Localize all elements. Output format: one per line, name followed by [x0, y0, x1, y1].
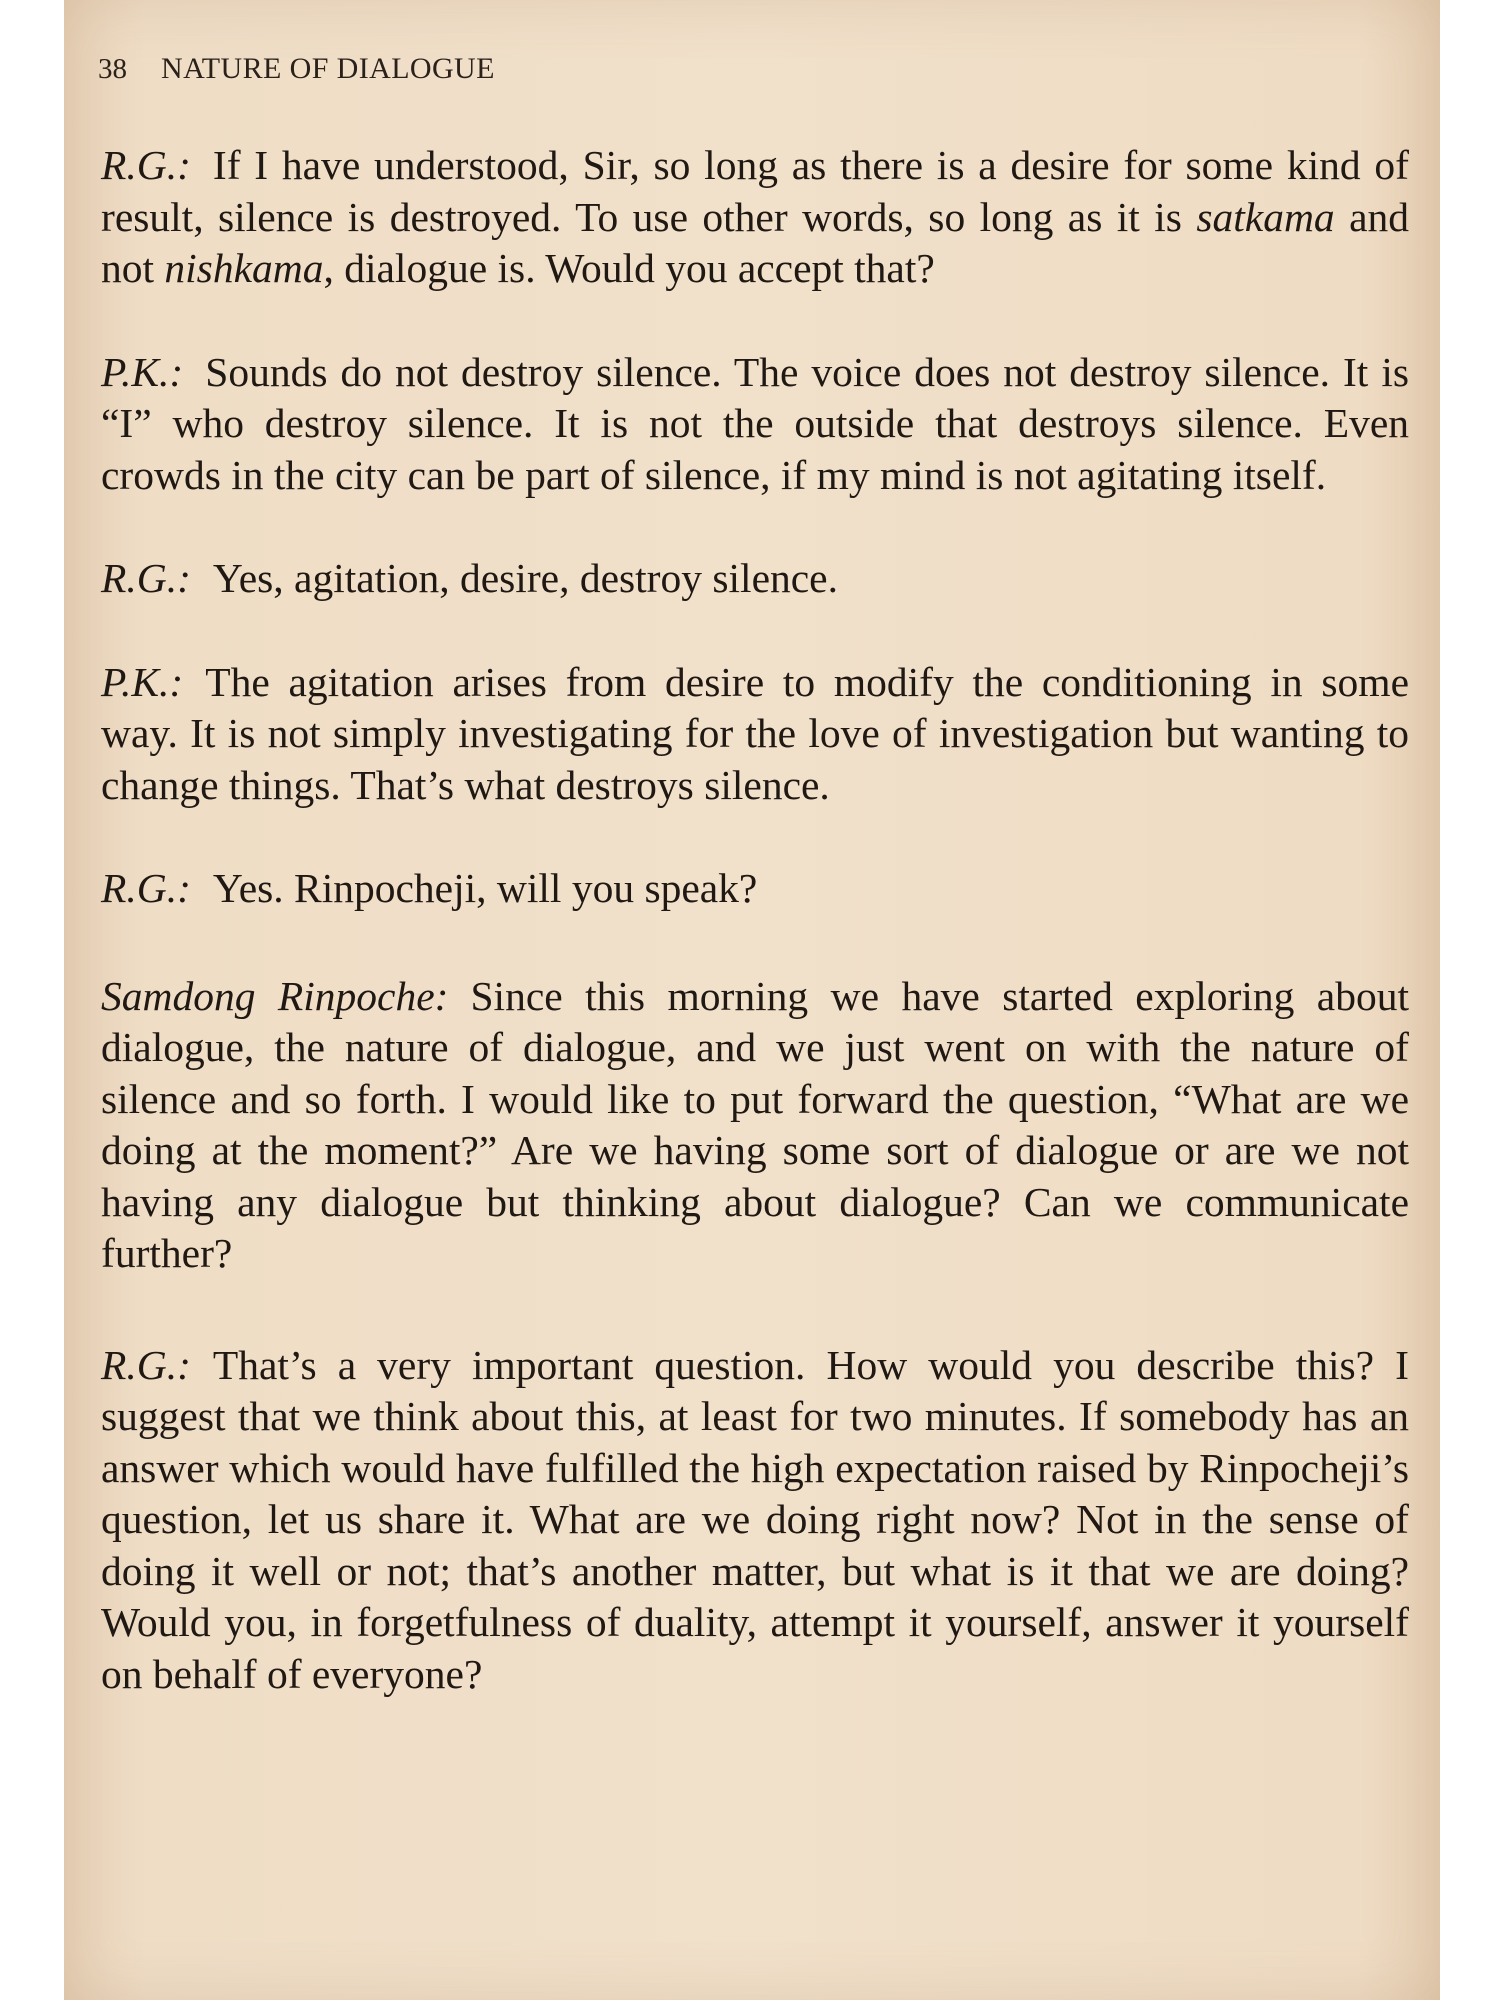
paragraph-samdong-rinpoche — [101, 971, 1409, 1280]
running-head: NATURE OF DIALOGUE — [161, 52, 495, 85]
page-header — [98, 52, 495, 92]
paragraph-text: and not — [101, 193, 1409, 291]
speaker-label: P.K.: — [101, 658, 184, 705]
paragraph-rg-2 — [101, 553, 1409, 605]
dialogue-text — [101, 140, 1409, 1700]
paragraph-text: That’s a very important question. How would you describe this? I suggest that we think about this, at least for two minutes. If somebody has an answer which would have fulfilled the high expectation raised by Rinpocheji’s question, let us share it. What are we doing right now? Not in the sense of doing it well or not; that’s another matter, but what is it that we are doing? Would you, in forgetfulness of duality, attempt it yourself, answer it yourself on behalf of everyone? — [101, 1341, 1409, 1697]
speaker-label: R.G.: — [101, 865, 191, 911]
speaker-label: Samdong Rinpoche: — [101, 972, 449, 1019]
speaker-label: R.G.: — [101, 555, 191, 601]
paragraph-rg-4 — [101, 1340, 1409, 1701]
paragraph-pk-2 — [101, 657, 1409, 812]
book-page — [64, 0, 1440, 2000]
paragraph-rg-3 — [101, 863, 1409, 915]
paragraph-text: , dialogue is. Would you accept that? — [323, 245, 935, 291]
paragraph-text: Yes. Rinpocheji, will you speak? — [212, 865, 758, 911]
page-number: 38 — [98, 53, 127, 85]
speaker-label: P.K.: — [101, 348, 184, 395]
speaker-label: R.G.: — [101, 142, 191, 188]
paragraph-pk-1 — [101, 347, 1409, 502]
paragraph-text: Sounds do not destroy silence. The voice does not destroy silence. It is “I” who destroy silence. It is not the outside that destroys silence. Even crowds in the city can be part of silence, if my mind is not agitating itself. — [101, 348, 1409, 498]
term-nishkama: nishkama — [164, 245, 324, 291]
paragraph-text: Since this morning we have started exploring about dialogue, the nature of dialogue, and we just went on with the nature of silence and so forth. I would like to put forward the question, “What are we doing at the moment?” Are we having some sort of dialogue or are we not having any dialogue but thinking about dialogue? Can we communicate further? — [101, 972, 1410, 1276]
paragraph-rg-1 — [101, 140, 1409, 295]
paragraph-text: Yes, agitation, desire, destroy silence. — [212, 555, 838, 601]
paragraph-text: The agitation arises from desire to modify the conditioning in some way. It is not simply investigating for the love of investigation but wanting to change things. That’s what destroys silence. — [101, 658, 1409, 808]
term-satkama: satkama — [1196, 193, 1335, 240]
paragraph-text: If I have understood, Sir, so long as there is a desire for some kind of result, silence is destroyed. To use other words, so long as it is — [101, 142, 1409, 240]
speaker-label: R.G.: — [101, 1341, 191, 1388]
